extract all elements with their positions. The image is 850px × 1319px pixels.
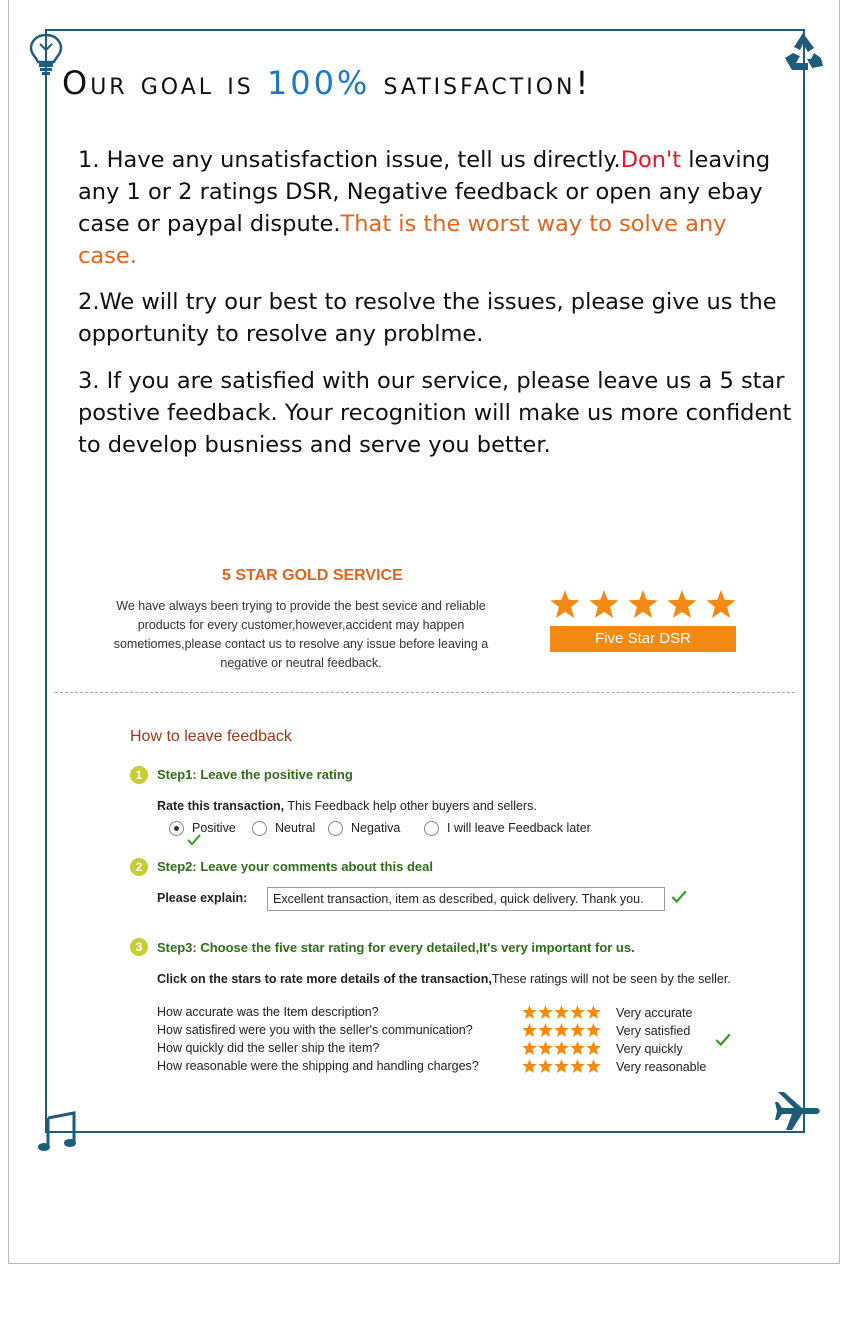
radio-negative-label: Negativa — [351, 821, 401, 835]
rating-row — [157, 1059, 757, 1077]
star-icon — [586, 1041, 601, 1055]
headline-highlight: 100% — [266, 64, 371, 102]
headline — [62, 64, 591, 102]
star-icon — [554, 1059, 569, 1073]
frame-right-line — [803, 29, 805, 1133]
rating-question: How satisfired were you with the seller's communication? — [157, 1023, 473, 1037]
star-icon — [538, 1041, 553, 1055]
radio-positive-label: Positive — [192, 821, 236, 835]
star-icon — [706, 590, 736, 618]
radio-positive[interactable] — [169, 821, 184, 836]
star-icon — [570, 1059, 585, 1073]
radio-later[interactable] — [424, 821, 439, 836]
star-icon — [522, 1059, 537, 1073]
point-3: 3. If you are satisfied with our service, please leave us a 5 star postive feedback. Your recognition will make us more confident to develop busniess and serve you better. — [78, 368, 792, 458]
star-icon — [538, 1005, 553, 1019]
point-1-orange: That is the worst way to solve any case. — [78, 211, 727, 269]
star-icon — [522, 1041, 537, 1055]
rating-stars[interactable] — [522, 1059, 601, 1073]
gold-service-text: We have always been trying to provide the best sevice and reliable products for every customer,however,accident may happen sometiomes,please contact us to resolve any issue before leaving a negative or neutral feedback. — [113, 599, 489, 670]
star-icon — [554, 1041, 569, 1055]
intro-text: These ratings will not be seen by the seller. — [491, 972, 731, 986]
rating-row — [157, 1041, 757, 1059]
star-icon — [586, 1059, 601, 1073]
star-icon — [570, 1041, 585, 1055]
rating-question: How quickly did the seller ship the item? — [157, 1041, 380, 1055]
rating-label: Very quickly — [616, 1042, 683, 1056]
step-3-badge: 3 — [130, 938, 148, 956]
rate-text: This Feedback help other buyers and sellers. — [284, 799, 537, 813]
point-2: 2.We will try our best to resolve the issues, please give us the opportunity to resolve any problme. — [78, 289, 777, 347]
rate-bold: Rate this transaction, — [157, 799, 285, 813]
radio-neutral-label: Neutral — [275, 821, 316, 835]
check-icon — [714, 1032, 732, 1048]
frame-top-line — [45, 29, 805, 31]
star-icon — [538, 1023, 553, 1037]
point-1-text: 1. Have any unsatisfaction issue, tell us directly. — [78, 147, 621, 173]
star-icon — [570, 1023, 585, 1037]
rating-label: Very satisfied — [616, 1024, 691, 1038]
frame-bottom-line — [45, 1131, 805, 1133]
rating-label: Very reasonable — [616, 1060, 707, 1074]
rating-question: How reasonable were the shipping and handling charges? — [157, 1059, 479, 1073]
rating-stars[interactable] — [522, 1041, 601, 1055]
radio-negative[interactable] — [328, 821, 343, 836]
headline-suffix: satisfaction! — [370, 64, 592, 102]
five-stars — [550, 590, 736, 618]
headline-prefix: Our goal is — [62, 64, 267, 102]
star-icon — [538, 1059, 553, 1073]
star-icon — [667, 590, 697, 618]
point-1 — [78, 144, 778, 272]
star-icon — [554, 1023, 569, 1037]
star-icon — [586, 1023, 601, 1037]
rating-row — [157, 1023, 757, 1041]
star-icon — [570, 1005, 585, 1019]
point-1-text2: leaving any 1 or 2 ratings DSR, Negative feedback or open any ebay case or paypal dispute. — [78, 147, 771, 237]
check-icon — [670, 889, 688, 905]
rating-row — [157, 1005, 757, 1023]
point-1-red: Don't — [620, 147, 682, 173]
check-icon — [186, 833, 202, 847]
airplane-icon — [774, 1088, 824, 1132]
five-star-dsr-badge: Five Star DSR — [550, 626, 736, 652]
divider — [55, 692, 795, 693]
how-to-title: How to leave feedback — [130, 728, 292, 745]
lightbulb-icon — [26, 32, 66, 76]
step-2-title: Step2: Leave your comments about this deal — [157, 859, 433, 874]
step-1-badge: 1 — [130, 766, 148, 784]
music-note-icon — [36, 1110, 80, 1154]
explain-input[interactable]: Excellent transaction, item as described, quick delivery. Thank you. — [267, 887, 665, 911]
radio-neutral[interactable] — [252, 821, 267, 836]
recycle-icon — [780, 30, 826, 72]
rate-transaction-text — [157, 799, 537, 813]
star-icon — [550, 590, 580, 618]
intro-bold: Click on the stars to rate more details of the transaction, — [157, 972, 492, 986]
star-icon — [522, 1005, 537, 1019]
step-1-title: Step1: Leave the positive rating — [157, 767, 353, 782]
radio-later-label: I will leave Feedback later — [447, 821, 591, 835]
frame-left-line — [45, 29, 47, 1133]
star-icon — [589, 590, 619, 618]
star-icon — [522, 1023, 537, 1037]
step-3-title: Step3: Choose the five star rating for every detailed,It's very important for us. — [157, 940, 635, 955]
rating-stars[interactable] — [522, 1005, 601, 1019]
star-icon — [586, 1005, 601, 1019]
gold-service-title: 5 STAR GOLD SERVICE — [222, 567, 403, 584]
rating-question: How accurate was the Item description? — [157, 1005, 379, 1019]
step-2-badge: 2 — [130, 858, 148, 876]
please-explain-label: Please explain: — [157, 891, 248, 905]
step-3-intro — [157, 972, 731, 986]
rating-stars[interactable] — [522, 1023, 601, 1037]
rating-label: Very accurate — [616, 1006, 693, 1020]
star-icon — [554, 1005, 569, 1019]
star-icon — [628, 590, 658, 618]
